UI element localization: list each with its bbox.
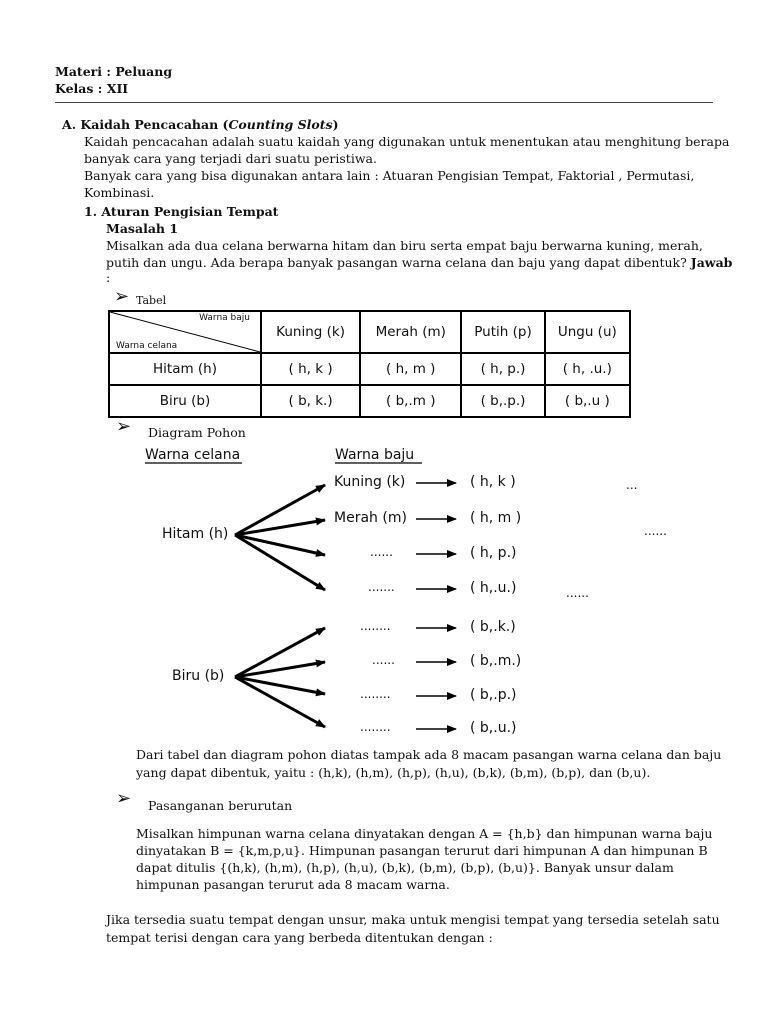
table-row-label: Hitam (h) — [109, 353, 261, 385]
tree-branch-label: ........ — [360, 619, 391, 633]
table-row-label: Biru (b) — [109, 385, 261, 417]
pasangan-line2: dinyatakan B = {k,m,p,u}. Himpunan pasangan terurut dari himpunan A dan himpunan B — [136, 843, 708, 858]
table-cell: ( h, k ) — [261, 353, 360, 385]
section-a-p2-line1: Banyak cara yang bisa digunakan antara lain : Atuaran Pengisian Tempat, Faktorial , Permutasi, — [84, 168, 695, 183]
closing-line2: tempat terisi dengan cara yang berbeda ditentukan dengan : — [106, 930, 493, 945]
table-cell: ( b,.m ) — [360, 385, 461, 417]
tree-root-hitam: Hitam (h) — [162, 526, 229, 542]
tree-branch-label: ....... — [368, 580, 395, 594]
bullet-tabel-label: Tabel — [136, 294, 167, 307]
pair-table — [108, 310, 631, 418]
pasangan-line1: Misalkan himpunan warna celana dinyatakan dengan A = {h,b} dan himpunan warna baju — [136, 826, 713, 841]
tree-diagram — [130, 442, 667, 747]
table-cell: ( h, .u.) — [545, 353, 630, 385]
tree-pair: ( h,.u.) — [470, 580, 517, 596]
table-header-cell: Ungu (u) — [545, 311, 630, 353]
tree-branch-label: Kuning (k) — [334, 474, 406, 490]
table-header-cell: Putih (p) — [461, 311, 544, 353]
table-cell: ( b,.p.) — [461, 385, 544, 417]
masalah-title: Masalah 1 — [106, 221, 179, 236]
table-header-cell: Kuning (k) — [261, 311, 360, 353]
table-cell: ( b, k.) — [261, 385, 360, 417]
table-cell: ( b,.u ) — [545, 385, 630, 417]
tree-branch-label: ........ — [360, 687, 391, 701]
jawab-colon: : — [106, 270, 111, 285]
table-header-cell: Merah (m) — [360, 311, 461, 353]
tree-pair: ( b,.u.) — [470, 720, 517, 736]
tree-pair: ( h, k ) — [470, 474, 516, 490]
bullet-diagram-label: Diagram Pohon — [148, 425, 246, 440]
masalah-line1: Misalkan ada dua celana berwarna hitam dan biru serta empat baju berwarna kuning, merah, — [106, 238, 703, 253]
tree-header-left: Warna celana — [145, 447, 241, 463]
section-a-title: A. Kaidah Pencacahan (Counting Slots) — [62, 117, 339, 132]
table-row — [109, 353, 630, 385]
tree-dots: ...... — [644, 524, 667, 538]
table-row — [109, 385, 630, 417]
bullet-arrow-icon: ➢ — [116, 788, 132, 809]
masalah-line2: putih dan ungu. Ada berapa banyak pasangan warna celana dan baju yang dapat dibentuk? Jawab — [106, 255, 733, 270]
tree-pair: ( b,.k.) — [470, 619, 516, 635]
jawab-label: Jawab — [690, 255, 733, 270]
summary-line1: Dari tabel dan diagram pohon diatas tampak ada 8 macam pasangan warna celana dan baju — [136, 747, 722, 762]
closing-line1: Jika tersedia suatu tempat dengan unsur, maka untuk mengisi tempat yang tersedia setelah satu — [106, 912, 720, 927]
tree-dots: ... — [626, 478, 638, 492]
tree-branch-label: ........ — [360, 720, 391, 734]
section-a-italic: Counting Slots — [228, 117, 333, 132]
pasangan-line3: dapat ditulis {(h,k), (h,m), (h,p), (h,u), (b,k), (b,m), (b,p), (b,u)}. Banyak unsur dalam — [136, 860, 674, 875]
summary-line2: yang dapat dibentuk, yaitu : (h,k), (h,m), (h,p), (h,u), (b,k), (b,m), (b,p), dan (b,u). — [136, 765, 651, 780]
tree-root-biru: Biru (b) — [172, 668, 225, 684]
bullet-arrow-icon: ➢ — [114, 286, 130, 307]
tree-pair: ( h, m ) — [470, 510, 522, 526]
tree-dots: ...... — [566, 586, 589, 600]
tree-header-right: Warna baju — [335, 447, 415, 463]
bullet-pasangan-label: Pasanganan berurutan — [148, 798, 293, 813]
tree-pair: ( h, p.) — [470, 545, 517, 561]
materi-label: Materi : Peluang — [55, 64, 173, 79]
tree-branch-label: ...... — [372, 653, 395, 667]
kelas-label: Kelas : XII — [55, 81, 129, 96]
table-cell: ( h, m ) — [360, 353, 461, 385]
table-diag-bottom-label: Warna celana — [116, 341, 178, 351]
tree-branch-label: Merah (m) — [334, 510, 407, 526]
tree-pair: ( b,.m.) — [470, 653, 522, 669]
bullet-arrow-icon: ➢ — [116, 416, 132, 437]
pasangan-line4: himpunan pasangan terurut ada 8 macam warna. — [136, 877, 450, 892]
section-a-p2-line2: Kombinasi. — [84, 185, 155, 200]
section-a-p1-line2: banyak cara yang terjadi dari suatu peristiwa. — [84, 151, 377, 166]
table-diagonal-header — [109, 311, 261, 353]
table-cell: ( h, p.) — [461, 353, 544, 385]
header-divider — [55, 102, 713, 103]
section-a-p1-line1: Kaidah pencacahan adalah suatu kaidah yang digunakan untuk menentukan atau menghitung berapa — [84, 134, 730, 149]
table-diag-top-label: Warna baju — [199, 313, 250, 323]
tree-branch-label: ...... — [370, 545, 393, 559]
tree-pair: ( b,.p.) — [470, 687, 517, 703]
sub1-title: 1. Aturan Pengisian Tempat — [84, 204, 279, 219]
